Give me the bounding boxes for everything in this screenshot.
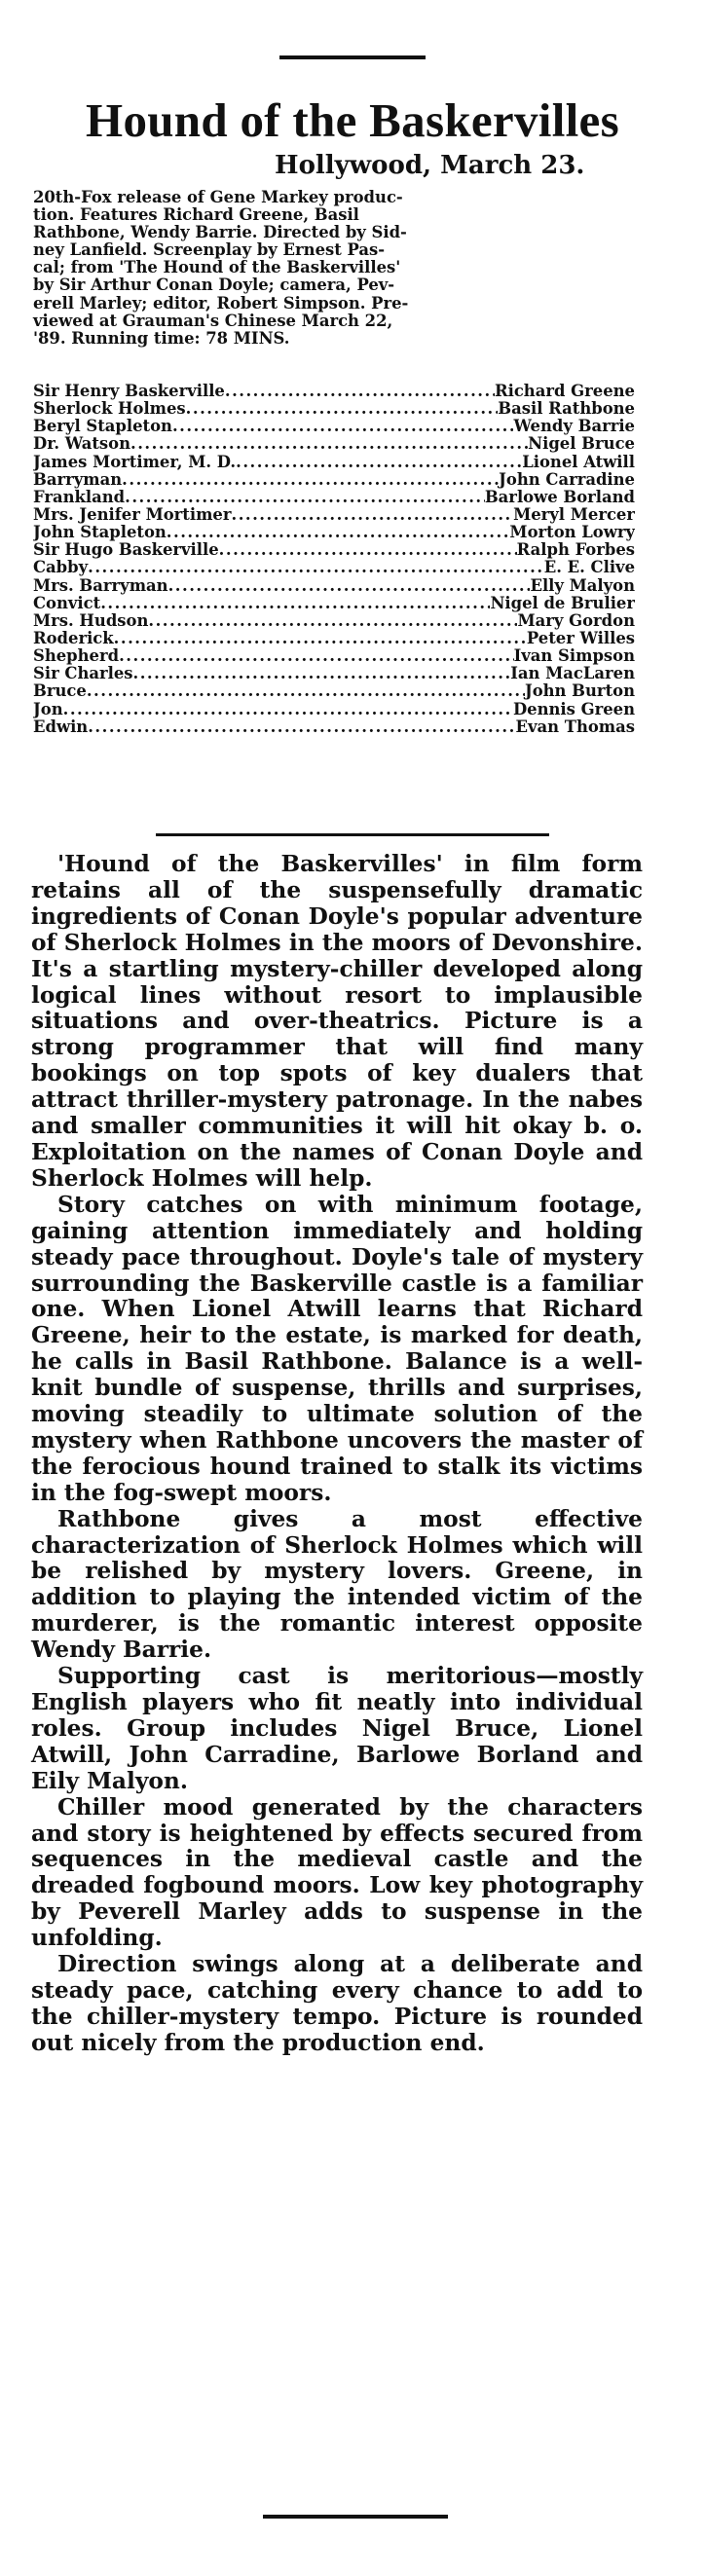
review-paragraph: Direction swings along at a deliberate and steady pace, catching every chance to add to the chiller-mystery tempo. Picture is rounded out nicely from the production end. bbox=[31, 1951, 643, 2056]
credits-line: '89. Running time: 78 MINS. bbox=[33, 328, 290, 348]
leader-dots bbox=[119, 647, 514, 665]
cast-role: Jon bbox=[33, 700, 63, 718]
credits-line: by Sir Arthur Conan Doyle; camera, Pev- bbox=[33, 276, 395, 295]
cast-actor: Peter Willes bbox=[526, 629, 635, 647]
cast-actor: Ralph Forbes bbox=[516, 541, 635, 560]
cast-role: Sir Henry Baskerville bbox=[33, 383, 225, 400]
credits-line: tion. Features Richard Greene, Basil bbox=[33, 205, 359, 225]
leader-dots bbox=[88, 559, 544, 576]
cast-actor: Morton Lowry bbox=[509, 524, 635, 542]
leader-dots bbox=[130, 435, 528, 453]
leader-dots bbox=[63, 701, 513, 718]
leader-dots bbox=[236, 454, 522, 471]
cast-role: James Mortimer, M. D. bbox=[33, 453, 237, 471]
leader-dots bbox=[231, 506, 513, 524]
cast-actor: Barlowe Borland bbox=[484, 488, 635, 506]
cast-role: Mrs. Hudson bbox=[33, 611, 149, 630]
leader-dots bbox=[172, 418, 514, 435]
leader-dots bbox=[219, 541, 517, 559]
cast-row bbox=[33, 541, 635, 559]
cast-actor: Elly Malyon bbox=[530, 576, 635, 595]
cast-row bbox=[33, 418, 635, 435]
cast-row bbox=[33, 559, 635, 576]
cast-actor: Wendy Barrie bbox=[513, 418, 635, 436]
cast-row bbox=[33, 612, 635, 630]
cast-row bbox=[33, 506, 635, 524]
cast-row bbox=[33, 400, 635, 418]
leader-dots bbox=[100, 595, 490, 612]
cast-list bbox=[33, 383, 635, 736]
cast-role: Bruce bbox=[33, 682, 87, 701]
cast-row bbox=[33, 630, 635, 647]
leader-dots bbox=[148, 612, 517, 630]
cast-role: Barryman bbox=[33, 470, 123, 489]
leader-dots bbox=[225, 383, 495, 400]
cast-role: Sir Charles bbox=[33, 665, 133, 683]
credits-line: viewed at Grauman's Chinese March 22, bbox=[33, 311, 393, 330]
cast-role: Cabby bbox=[33, 559, 89, 577]
cast-actor: Nigel Bruce bbox=[528, 435, 635, 454]
leader-dots bbox=[125, 489, 485, 506]
cast-actor: Ivan Simpson bbox=[513, 647, 635, 666]
cast-row bbox=[33, 524, 635, 541]
credits-block bbox=[33, 189, 637, 348]
leader-dots bbox=[133, 665, 511, 682]
leader-dots bbox=[167, 524, 510, 541]
cast-row bbox=[33, 471, 635, 489]
leader-dots bbox=[186, 400, 499, 418]
cast-role: Mrs. Barryman bbox=[33, 576, 168, 595]
credits-line: Rathbone, Wendy Barrie. Directed by Sid- bbox=[33, 223, 407, 242]
review-body bbox=[31, 852, 643, 2057]
review-paragraph: Supporting cast is meritorious—mostly English players who fit neatly into individual roles. Group includes Nigel Bruce, Lionel Atwill, John Carradine, Barlowe Borland and Eily Malyon. bbox=[31, 1663, 643, 1794]
cast-role: Mrs. Jenifer Mortimer bbox=[33, 505, 232, 524]
top-rule bbox=[279, 55, 426, 59]
leader-dots bbox=[168, 577, 531, 595]
cast-actor: John Burton bbox=[524, 682, 635, 701]
cast-row bbox=[33, 595, 635, 612]
leader-dots bbox=[88, 718, 515, 736]
headline: Hound of the Baskervilles bbox=[86, 93, 619, 147]
cast-row bbox=[33, 454, 635, 471]
cast-role: Frankland bbox=[33, 488, 126, 506]
cast-row bbox=[33, 647, 635, 665]
review-paragraph: Story catches on with minimum footage, gaining attention immediately and holding steady pace throughout. Doyle's tale of mystery surrounding the Baskerville castle is a familiar one. When Lionel Atwill learns that Richard Greene, heir to the estate, is marked for death, he calls in Basil Rathbone. Balance is a well-knit bundle of suspense, thrills and surprises, moving steadily to ultimate solution of the mystery when Rathbone uncovers the master of the ferocious hound trained to stalk its victims in the fog-swept moors. bbox=[31, 1191, 643, 1506]
review-paragraph: 'Hound of the Baskervilles' in film form retains all of the suspensefully dramatic ingredients of Conan Doyle's popular adventure of Sherlock Holmes in the moors of Devonshire. It's a startling mystery-chiller developed along logical lines without resort to implausible situations and over-theatrics. Picture is a strong programmer that will find many bookings on top spots of key dualers that attract thriller-mystery patronage. In the nabes and smaller communities it will hit okay b. o. Exploitation on the names of Conan Doyle and Sherlock Holmes will help. bbox=[31, 851, 643, 1192]
cast-actor: Ian MacLaren bbox=[510, 665, 635, 683]
cast-row bbox=[33, 701, 635, 718]
credits-line: cal; from 'The Hound of the Baskervilles' bbox=[33, 258, 401, 277]
cast-role: Edwin bbox=[33, 718, 89, 736]
credits-line: 20th-Fox release of Gene Markey produc- bbox=[33, 188, 403, 206]
credits-line: ney Lanfield. Screenplay by Ernest Pas- bbox=[33, 240, 386, 260]
cast-actor: Lionel Atwill bbox=[522, 453, 635, 471]
cast-role: Shepherd bbox=[33, 647, 120, 666]
cast-row bbox=[33, 682, 635, 700]
cast-row bbox=[33, 489, 635, 506]
credits-line: erell Marley; editor, Robert Simpson. Pre- bbox=[33, 293, 409, 313]
cast-row bbox=[33, 718, 635, 736]
leader-dots bbox=[87, 682, 525, 700]
cast-actor: Evan Thomas bbox=[515, 718, 635, 736]
cast-role: John Stapleton bbox=[33, 524, 167, 542]
cast-actor: Dennis Green bbox=[512, 700, 635, 718]
leader-dots bbox=[122, 471, 499, 489]
bottom-rule bbox=[263, 2515, 448, 2519]
leader-dots bbox=[114, 630, 527, 647]
cast-actor: Richard Greene bbox=[494, 383, 635, 400]
cast-actor: Mary Gordon bbox=[517, 611, 635, 630]
cast-actor: Nigel de Brulier bbox=[490, 594, 635, 612]
cast-row bbox=[33, 383, 635, 400]
cast-row bbox=[33, 435, 635, 453]
cast-actor: Basil Rathbone bbox=[498, 400, 635, 419]
review-paragraph: Chiller mood generated by the characters and story is heightened by effects secured from sequences in the medieval castle and the dreaded fogbound moors. Low key photography by Peverell Marley adds to suspense in the unfolding. bbox=[31, 1793, 643, 1952]
cast-row bbox=[33, 665, 635, 682]
cast-role: Dr. Watson bbox=[33, 435, 131, 454]
cast-role: Roderick bbox=[33, 629, 114, 647]
section-rule bbox=[156, 833, 549, 836]
cast-role: Convict bbox=[33, 594, 101, 612]
cast-role: Beryl Stapleton bbox=[33, 418, 172, 436]
review-paragraph: Rathbone gives a most effective characterization of Sherlock Holmes which will be relished by mystery lovers. Greene, in addition to playing the intended victim of the murderer, is the romantic interest opposite Wendy Barrie. bbox=[31, 1505, 643, 1664]
cast-actor: Meryl Mercer bbox=[513, 505, 635, 524]
cast-row bbox=[33, 577, 635, 595]
cast-role: Sir Hugo Baskerville bbox=[33, 541, 219, 560]
cast-actor: John Carradine bbox=[499, 470, 635, 489]
dateline: Hollywood, March 23. bbox=[275, 151, 585, 180]
cast-actor: E. E. Clive bbox=[543, 559, 635, 577]
cast-role: Sherlock Holmes bbox=[33, 400, 186, 419]
